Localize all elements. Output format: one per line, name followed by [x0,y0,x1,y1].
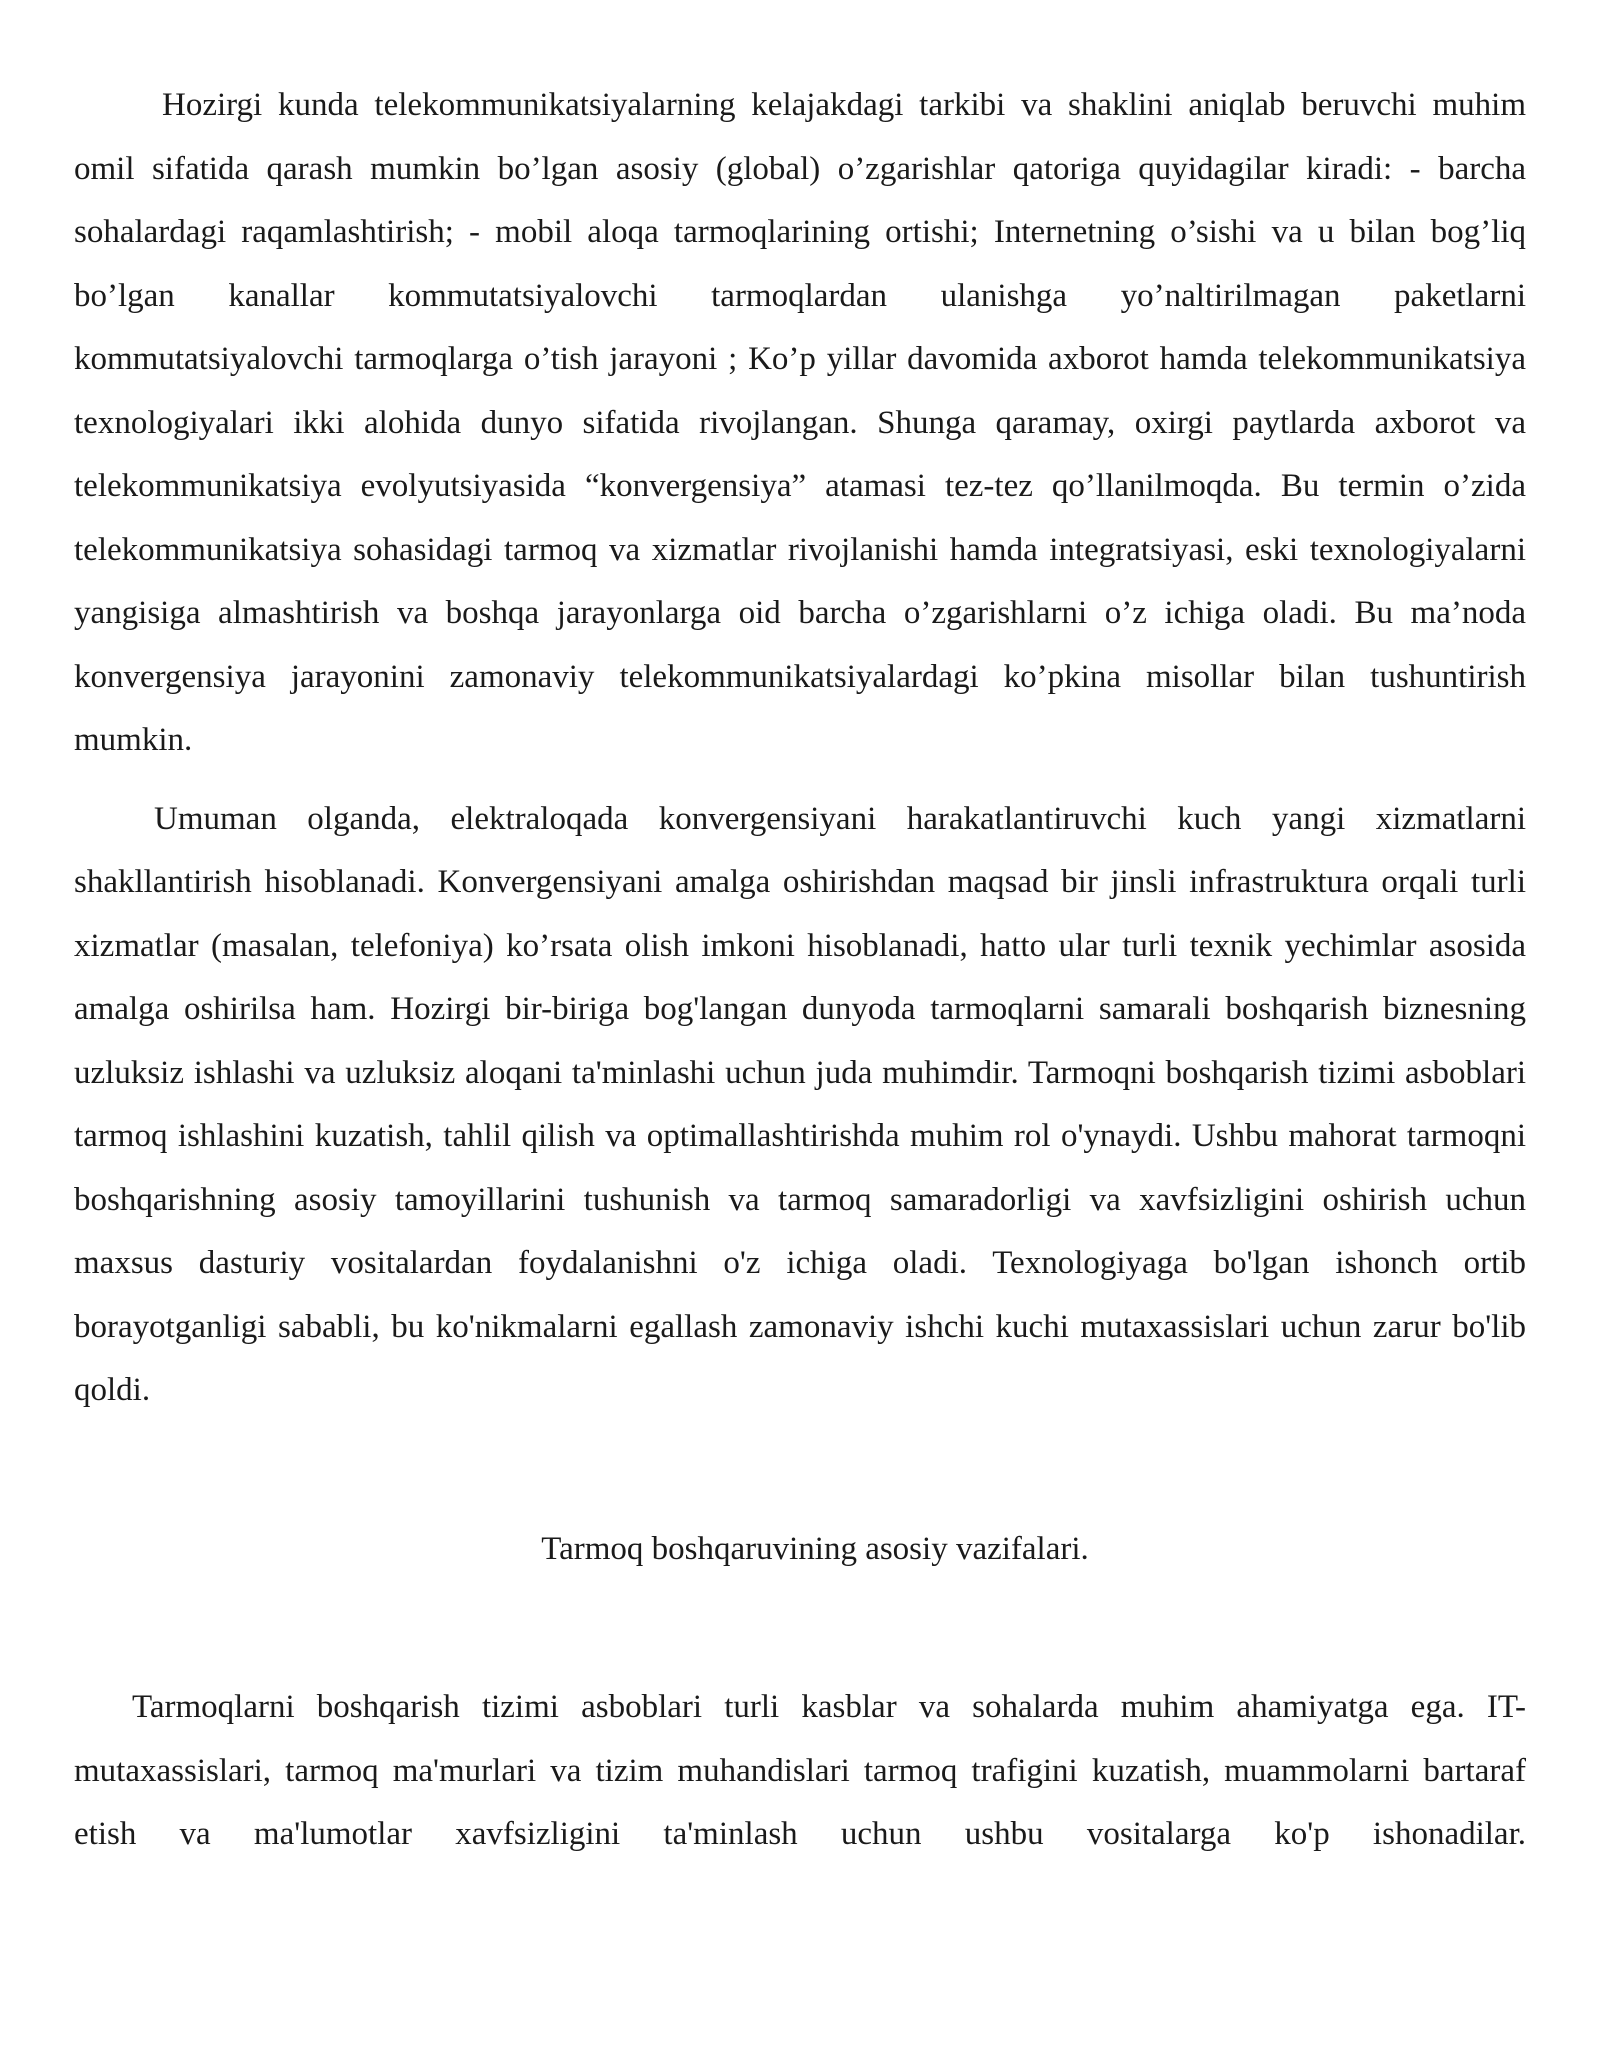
body-paragraph-network-tools: Tarmoqlarni boshqarish tizimi asboblari turli kasblar va sohalarda muhim ahamiyatga ega. IT-mutaxassislari, tarmoq ma'murlari va tizim muhandislari tarmoq trafigini kuzatish, muammolarni bartaraf etish va ma'lumotlar xavfsizligini ta'minlash uchun ushbu vositalarga ko'p ishonadilar. [74,1689,1526,1852]
body-paragraph-convergence-driving-force: Umuman olganda, elektraloqada konvergensiyani harakatlantiruvchi kuch yangi xizmatlarni shakllantirish hisoblanadi. Konvergensiyani amalga oshirishdan maqsad bir jinsli infrastruktura orqali turli xizmatlar (masalan, telefoniya) ko’rsata olish imkoni hisoblanadi, hatto ular turli texnik yechimlar asosida amalga oshirilsa ham. Hozirgi bir-biriga bog'langan dunyoda tarmoqlarni samarali boshqarish biznesning uzluksiz ishlashi va uzluksiz aloqani ta'minlashi uchun juda muhimdir. Tarmoqni boshqarish tizimi asboblari tarmoq ishlashini kuzatish, tahlil qilish va optimallashtirishda muhim rol o'ynaydi. Ushbu mahorat tarmoqni boshqarishning asosiy tamoyillarini tushunish va tarmoq samaradorligi va xavfsizligini oshirish uchun maxsus dasturiy vositalardan foydalanishni o'z ichiga oladi. Texnologiyaga bo'lgan ishonch ortib borayotganligi sababli, bu ko'nikmalarni egallash zamonaviy ishchi kuchi mutaxassislari uchun zarur bo'lib qoldi. [74,800,1526,1408]
body-paragraph-convergence-intro: Hozirgi kunda telekommunikatsiyalarning kelajakdagi tarkibi va shaklini aniqlab beruvchi muhim omil sifatida qarash mumkin bo’lgan asosiy (global) o’zgarishlar qatoriga quyidagilar kiradi: - barcha sohalardagi raqamlashtirish; - mobil aloqa tarmoqlarining ortishi; Internetning o’sishi va u bilan bog’liq bo’lgan kanallar kommutatsiyalovchi tarmoqlardan ulanishga yo’naltirilmagan paketlarni kommutatsiyalovchi tarmoqlarga o’tish jarayoni ; Ko’p yillar davomida axborot hamda telekommunikatsiya texnologiyalari ikki alohida dunyo sifatida rivojlangan. Shunga qaramay, oxirgi paytlarda axborot va telekommunikatsiya evolyutsiyasida “konvergensiya” atamasi tez-tez qo’llanilmoqda. Bu termin o’zida telekommunikatsiya sohasidagi tarmoq va xizmatlar rivojlanishi hamda integratsiyasi, eski texnologiyalarni yangisiga almashtirish va boshqa jarayonlarga oid barcha o’zgarishlarni o’z ichiga oladi. Bu ma’noda konvergensiya jarayonini zamonaviy telekommunikatsiyalardagi ko’pkina misollar bilan tushuntirish mumkin. [74,87,1526,758]
document-body [74,74,1526,1867]
section-heading: Tarmoq boshqaruvining asosiy vazifalari. [541,1530,1089,1567]
